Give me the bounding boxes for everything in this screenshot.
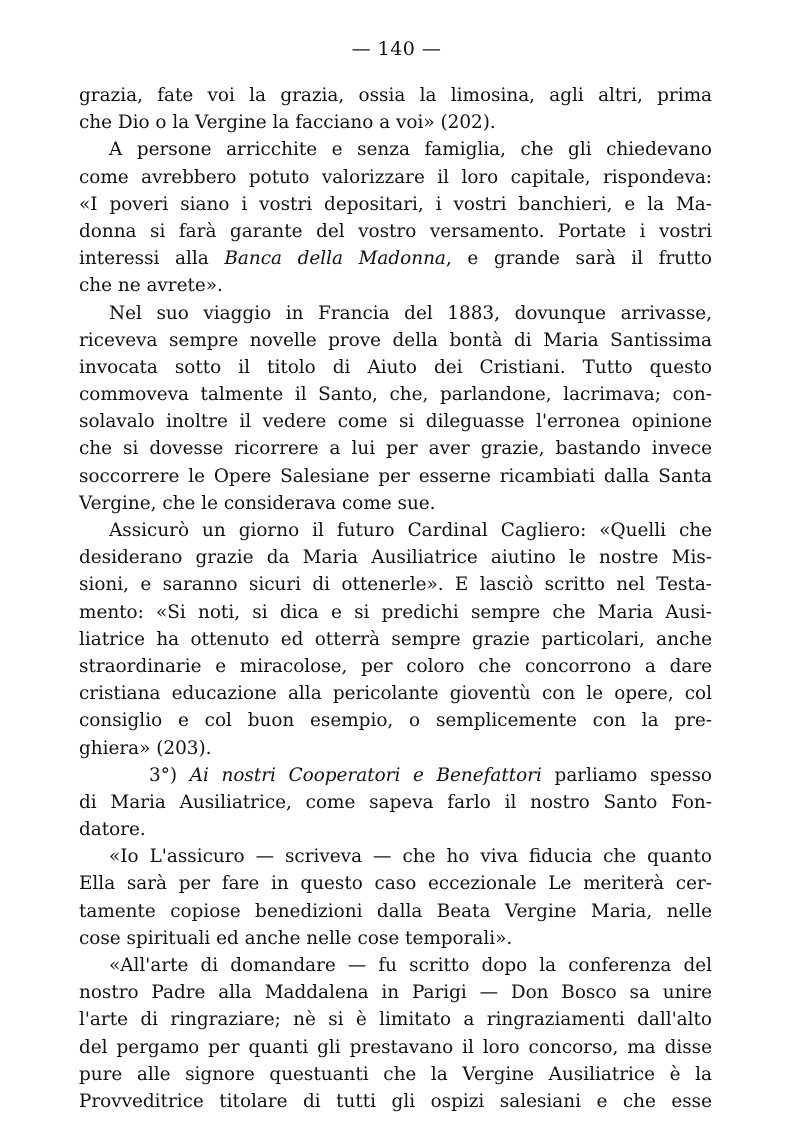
text-line: Assicurò un giorno il futuro Cardinal Cagliero: «Quelli che — [109, 520, 712, 541]
text-line: sioni, e saranno sicuri di ottenerle». E lasciò scritto nel Testa- — [79, 574, 712, 596]
text-line: Provveditrice titolare di tutti gli ospizi salesiani e che esse — [79, 1090, 712, 1112]
text-line: come avrebbero potuto valorizzare il loro capitale, rispondeva: — [79, 166, 712, 188]
text-line: donna si farà garante del vostro versamento. Portate i vostri — [79, 220, 712, 242]
text-line: A persone arricchite e senza famiglia, che gli chiedevano — [109, 139, 712, 161]
text-line: «I poveri siano i vostri depositari, i vostri banchieri, e la Ma- — [79, 193, 712, 215]
text-line: riceveva sempre novelle prove della bontà di Maria Santissima — [79, 329, 712, 351]
italic-phrase: Ai nostri Cooperatori e Benefattori — [189, 764, 542, 786]
text-line: solavalo inoltre il vedere come si dileguasse l'erronea opinione — [79, 411, 712, 433]
text-line: liatrice ha ottenuto ed otterrà sempre grazie particolari, anche — [79, 628, 712, 650]
text-line: desiderano grazie da Maria Ausiliatrice aiutino le nostre Mis- — [79, 547, 712, 569]
text-line: «All'arte di domandare — fu scritto dopo la conferenza del — [109, 955, 712, 976]
text-line: soccorrere le Opere Salesiane per esserne ricambiati dalla Santa — [79, 465, 712, 487]
text-line: del pergamo per quanti gli prestavano il loro concorso, ma disse — [79, 1036, 712, 1058]
text-line: Ella sarà per fare in questo caso eccezionale Le meriterà cer- — [79, 873, 712, 895]
text-line: pure alle signore questuanti che la Vergine Ausiliatrice è la — [79, 1063, 712, 1085]
text-line — [79, 245, 712, 272]
text-line: che Dio o la Vergine la facciano a voi» (202). — [79, 112, 496, 134]
text-line: commoveva talmente il Santo, che, parlandone, lacrimava; con- — [79, 384, 712, 406]
text-line: tamente copiose benedizioni dalla Beata Vergine Maria, nelle — [79, 900, 712, 922]
text-line: straordinarie e miracolose, per coloro che concorrono a dare — [79, 655, 712, 677]
text-line: cristiana educazione alla pericolante gioventù con le opere, col — [79, 683, 712, 705]
text-line: che si dovesse ricorrere a lui per aver grazie, bastando invece — [79, 438, 712, 460]
text-line: di Maria Ausiliatrice, come sapeva farlo il nostro Santo Fon- — [79, 791, 712, 813]
text-line — [79, 762, 712, 789]
text-line: grazia, fate voi la grazia, ossia la limosina, agli altri, prima — [79, 85, 712, 106]
text-line: che ne avrete». — [79, 275, 223, 297]
italic-phrase: Banca della Madonna — [224, 248, 446, 270]
text-line: Vergine, che le considerava come sue. — [79, 492, 436, 514]
text-line: ghiera» (203). — [79, 737, 212, 759]
text-span: parliamo spesso — [541, 764, 712, 786]
text-line: Nel suo viaggio in Francia del 1883, dovunque arrivasse, — [109, 302, 712, 324]
text-line: datore. — [79, 819, 146, 841]
text-span: 3°) — [149, 764, 190, 786]
text-line: cose spirituali ed anche nelle cose temporali». — [79, 927, 513, 949]
body-text — [79, 82, 712, 1115]
text-line: «Io L'assicuro — scriveva — che ho viva fiducia che quanto — [109, 846, 712, 868]
text-line: invocata sotto il titolo di Aiuto dei Cristiani. Tutto questo — [79, 356, 712, 378]
text-line: mento: «Si noti, si dica e si predichi sempre che Maria Ausi- — [79, 601, 712, 623]
text-line: l'arte di ringraziare; nè si è limitato a ringraziamenti dall'alto — [79, 1009, 712, 1031]
text-line: nostro Padre alla Maddalena in Parigi — Don Bosco sa unire — [79, 982, 712, 1004]
text-line: consiglio e col buon esempio, o semplicemente con la pre- — [79, 710, 712, 732]
text-span: interessi alla — [79, 248, 225, 270]
text-span: , e grande sarà il frutto — [445, 248, 712, 270]
page-number-header: — 140 — — [351, 38, 442, 60]
